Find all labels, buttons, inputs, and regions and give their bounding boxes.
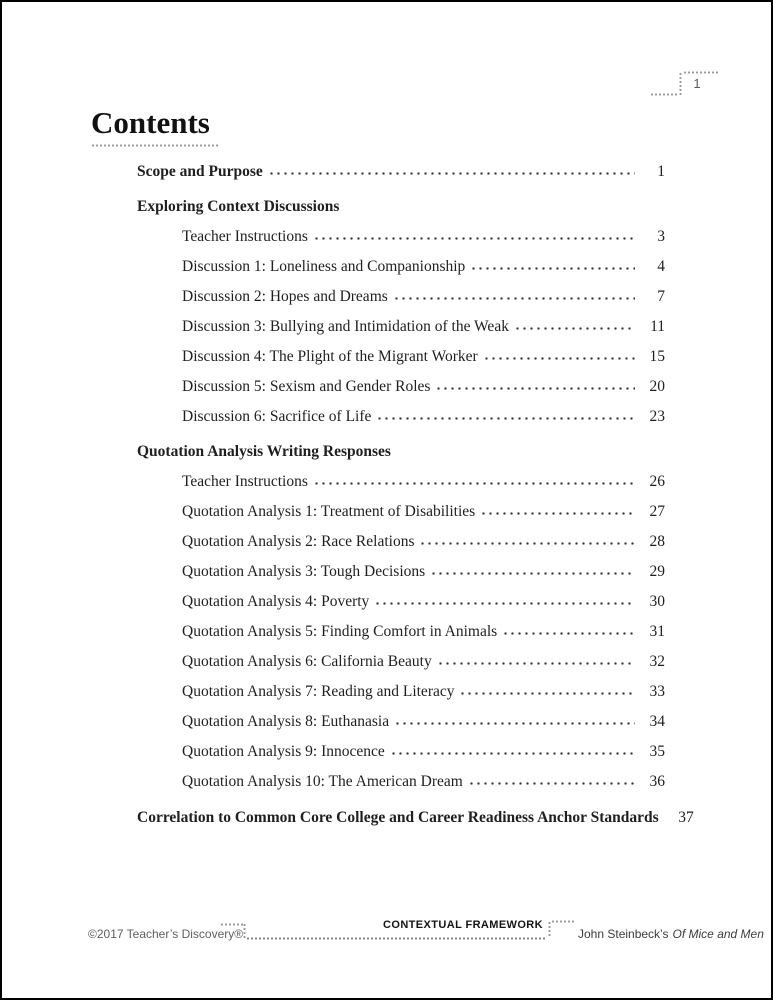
toc-entry	[137, 497, 665, 527]
toc-dot-leader	[459, 691, 635, 696]
toc-entry-label: Quotation Analysis 10: The American Dream	[182, 773, 463, 790]
toc-entry-page: 32	[649, 653, 665, 670]
toc-entry-page: 37	[678, 809, 694, 826]
toc-entry-page: 35	[649, 743, 665, 760]
toc-entry	[137, 527, 665, 557]
page-number: 1	[693, 76, 701, 91]
toc-entry	[137, 677, 665, 707]
toc-dot-leader	[313, 481, 635, 486]
toc-entry-page: 3	[657, 228, 665, 245]
toc-entry-page: 28	[649, 533, 665, 550]
toc-entry-label: Discussion 2: Hopes and Dreams	[182, 288, 388, 305]
toc-entry-page: 34	[649, 713, 665, 730]
toc-entry-label: Quotation Analysis 8: Euthanasia	[182, 713, 390, 730]
toc-entry	[137, 157, 665, 187]
toc-entry-label: Correlation to Common Core College and Career Readiness Anchor Standards	[137, 809, 659, 826]
toc-dot-leader	[313, 236, 635, 241]
toc-entry-page: 26	[649, 473, 665, 490]
toc-entry	[137, 647, 665, 677]
toc-dot-leader	[437, 661, 635, 666]
toc-entry-page: 36	[649, 773, 665, 790]
toc-entry-page: 33	[649, 683, 665, 700]
corner-dotted-line-vertical	[679, 72, 682, 96]
toc-entry-page: 11	[650, 318, 665, 335]
toc-entry-page: 4	[657, 258, 665, 275]
toc-entry-label: Scope and Purpose	[137, 163, 263, 180]
toc-dot-leader	[394, 721, 635, 726]
toc-entry-label: Discussion 5: Sexism and Gender Roles	[182, 378, 431, 395]
toc-dot-leader	[393, 296, 635, 301]
corner-dotted-line-bottom	[650, 93, 679, 96]
toc-entry-label: Quotation Analysis 2: Race Relations	[182, 533, 415, 550]
toc-entry-label: Discussion 1: Loneliness and Companionship	[182, 258, 466, 275]
toc-entry-label: Quotation Analysis 9: Innocence	[182, 743, 385, 760]
toc-entry	[137, 467, 665, 497]
toc-entry	[137, 282, 665, 312]
toc-dot-leader	[376, 416, 635, 421]
toc-entry	[137, 222, 665, 252]
footer-dotted-step-right-vertical	[548, 921, 551, 938]
toc-dot-leader	[502, 631, 635, 636]
toc-section-heading	[137, 192, 665, 222]
toc-entry-label: Quotation Analysis 4: Poverty	[182, 593, 370, 610]
page-title: Contents	[91, 105, 210, 140]
toc-entry-label: Exploring Context Discussions	[137, 198, 340, 215]
toc-entry-label: Teacher Instructions	[182, 228, 308, 245]
toc-entry	[137, 342, 665, 372]
toc-entry-label: Quotation Analysis 6: California Beauty	[182, 653, 432, 670]
book-title: Of Mice and Men	[672, 927, 764, 941]
toc-entry	[137, 252, 665, 282]
toc-dot-leader	[430, 571, 635, 576]
footer-dotted-step-left-top	[220, 923, 244, 926]
toc-entry	[137, 587, 665, 617]
toc-entry-page: 23	[649, 408, 665, 425]
book-author-prefix: John Steinbeck’s	[578, 927, 669, 941]
toc-entry-page: 1	[657, 163, 665, 180]
toc-entry	[137, 312, 665, 342]
toc-entry	[137, 557, 665, 587]
toc-dot-leader	[480, 511, 635, 516]
toc-entry-label: Quotation Analysis 5: Finding Comfort in Animals	[182, 623, 498, 640]
footer-dotted-step-right-top	[551, 920, 575, 923]
corner-dotted-line-top	[683, 71, 719, 74]
title-dotted-underline	[91, 144, 219, 147]
toc-entry	[137, 617, 665, 647]
copyright-text: ©2017 Teacher’s Discovery®	[88, 927, 244, 941]
toc-entry-page: 29	[649, 563, 665, 580]
toc-entry-page: 15	[649, 348, 665, 365]
toc-entry-label: Quotation Analysis 1: Treatment of Disabilities	[182, 503, 476, 520]
toc-entry-label: Quotation Analysis 3: Tough Decisions	[182, 563, 426, 580]
footer-dotted-leader	[246, 937, 547, 940]
toc-dot-leader	[435, 386, 635, 391]
toc-entry-page: 31	[649, 623, 665, 640]
toc-entry-label: Quotation Analysis 7: Reading and Literacy	[182, 683, 455, 700]
footer-section-label: CONTEXTUAL FRAMEWORK	[383, 919, 543, 931]
toc-entry-label: Teacher Instructions	[182, 473, 308, 490]
footer-book-reference	[578, 927, 764, 941]
toc-entry-label: Discussion 4: The Plight of the Migrant Worker	[182, 348, 478, 365]
toc-entry-label: Discussion 3: Bullying and Intimidation of the Weak	[182, 318, 509, 335]
toc-entry-label: Quotation Analysis Writing Responses	[137, 443, 391, 460]
toc-dot-leader	[374, 601, 635, 606]
table-of-contents	[137, 157, 694, 833]
toc-section-heading	[137, 437, 665, 467]
toc-entry	[137, 402, 665, 432]
toc-dot-leader	[390, 751, 635, 756]
toc-entry	[137, 707, 665, 737]
toc-dot-leader	[468, 781, 635, 786]
toc-dot-leader	[268, 171, 635, 176]
toc-entry-page: 7	[657, 288, 665, 305]
toc-entry	[137, 737, 665, 767]
toc-dot-leader	[470, 266, 635, 271]
toc-entry	[137, 767, 665, 797]
toc-entry-page: 20	[649, 378, 665, 395]
toc-dot-leader	[419, 541, 635, 546]
toc-entry-page: 27	[649, 503, 665, 520]
toc-entry	[137, 372, 665, 402]
toc-entry	[137, 803, 694, 833]
toc-entry-label: Discussion 6: Sacrifice of Life	[182, 408, 372, 425]
toc-dot-leader	[514, 326, 635, 331]
toc-entry-page: 30	[649, 593, 665, 610]
toc-dot-leader	[483, 356, 635, 361]
